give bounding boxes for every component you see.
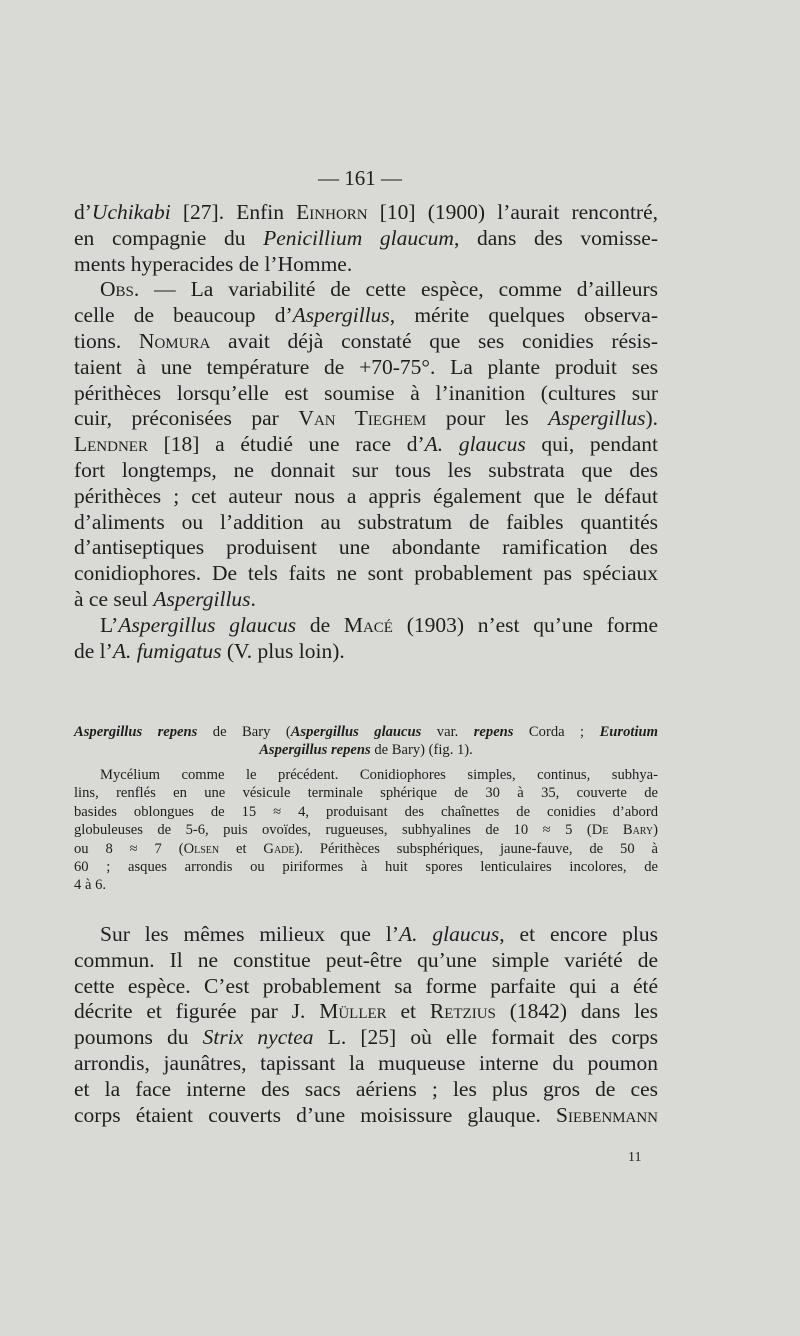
text-run: périthèces ; cet auteur nous a appris également que le défaut <box>74 483 658 508</box>
text-run: repens <box>473 724 514 740</box>
text-run: ou 8 ≈ 7 ( <box>74 840 184 857</box>
text-run: d’ <box>74 200 92 224</box>
text-line <box>74 226 658 252</box>
text-run: Nomura <box>138 328 211 353</box>
text-run: Müller <box>319 999 387 1024</box>
text-line <box>74 766 658 784</box>
text-line <box>74 200 658 226</box>
text-line <box>74 840 658 858</box>
text-run: [27]. Enfin <box>170 200 297 224</box>
text-run: Obs <box>100 277 134 302</box>
text-run: Aspergillus glaucus <box>290 724 422 740</box>
text-run: , mérite quelques observa- <box>389 303 658 328</box>
text-run: L’ <box>100 612 119 637</box>
text-run: poumons du <box>74 1025 203 1050</box>
text-line <box>74 1051 658 1077</box>
text-run: basides oblongues de 15 ≈ 4, produisant des chaînettes de conidies d’abord <box>74 803 658 820</box>
text-line <box>74 974 658 1000</box>
text-run: Aspergillus <box>292 303 390 328</box>
text-run: Aspergillus <box>153 586 251 611</box>
text-run: arrondis, jaunâtres, tapissant la muqueuse interne du poumon <box>74 1050 658 1075</box>
text-line <box>74 876 658 894</box>
text-run: d’aliments ou l’addition au substratum de faibles quantités <box>74 509 658 534</box>
text-run: Olsen <box>183 840 220 857</box>
text-line <box>74 1077 658 1103</box>
text-run: en compagnie du <box>74 225 264 250</box>
text-line <box>74 484 658 510</box>
text-run: Van Tieghem <box>298 406 427 431</box>
page-number: — 161 — <box>318 166 402 190</box>
text-run: Einhorn <box>296 200 368 224</box>
text-run: lins, renflés en une vésicule terminale sphérique de 30 à 35, couverte de <box>74 785 658 802</box>
text-run: (1842) dans les <box>495 999 658 1024</box>
text-line <box>74 723 658 741</box>
text-line <box>74 252 658 278</box>
text-run: Lendner <box>74 432 148 457</box>
text-run: [10] (1900) l’aurait rencontré, <box>367 200 658 224</box>
text-line <box>74 922 658 948</box>
text-line <box>74 639 658 665</box>
text-run: Strix nyctea <box>202 1025 314 1050</box>
text-run: pour les <box>426 406 549 431</box>
text-run: Gade <box>263 840 295 857</box>
text-line <box>74 355 658 381</box>
text-run: 4 à 6. <box>74 877 107 894</box>
text-run: ). <box>645 406 658 431</box>
text-line <box>74 303 658 329</box>
text-run: var. <box>421 724 474 740</box>
text-run: A. glaucus <box>424 432 526 457</box>
paragraph-block-2 <box>74 922 658 1128</box>
text-line <box>74 458 658 484</box>
text-run: Siebenmann <box>556 1102 658 1127</box>
text-line <box>74 1025 658 1051</box>
text-run: De Bary <box>591 822 654 839</box>
species-description <box>74 766 658 895</box>
text-run: commun. Il ne constitue peut-être qu’une simple variété de <box>74 947 658 972</box>
text-run: de <box>296 612 344 637</box>
text-run: avait déjà constaté que ses conidies résis- <box>210 328 658 353</box>
text-run: ). Périthèces subsphériques, jaune-fauve, de 50 à <box>294 840 658 857</box>
text-run: . <box>250 586 256 611</box>
text-run: (1903) n’est qu’une forme <box>392 612 659 637</box>
text-line <box>74 1103 658 1129</box>
text-run: (V. plus loin). <box>221 638 345 663</box>
text-run: cuir, préconisées par <box>74 406 299 431</box>
text-line <box>74 858 658 876</box>
text-line <box>74 803 658 821</box>
text-run: Corda ; <box>513 724 600 740</box>
text-run: de Bary ( <box>197 724 291 740</box>
text-run: et <box>386 999 430 1024</box>
text-run: taient à une température de +70-75°. La plante produit ses <box>74 354 658 379</box>
text-run: cette espèce. C’est probablement sa forme parfaite qui a été <box>74 973 658 998</box>
text-run: Eurotium <box>599 724 658 740</box>
text-run: Sur les mêmes milieux que l’ <box>100 922 399 946</box>
text-run: qui, pendant <box>525 432 658 457</box>
text-line <box>74 277 658 303</box>
text-run: , et encore plus <box>499 922 658 946</box>
text-line <box>74 821 658 839</box>
text-run: Mycélium comme le précédent. Conidiophores simples, continus, subhya- <box>100 767 658 783</box>
text-run: fort longtemps, ne donnait sur tous les substrata que des <box>74 457 658 482</box>
text-run: à ce seul <box>74 586 154 611</box>
text-run: Aspergillus glaucus <box>118 612 297 637</box>
text-run: de l’ <box>74 638 113 663</box>
text-run: 60 ; asques arrondis ou piriformes à huit spores lenticulaires incolores, de <box>74 858 658 875</box>
text-run: et la face interne des sacs aériens ; les plus gros de ces <box>74 1076 658 1101</box>
text-line <box>74 535 658 561</box>
text-line <box>74 948 658 974</box>
text-run: , dans des vomisse- <box>453 225 659 250</box>
text-run: A. glaucus <box>398 922 500 946</box>
text-run: périthèces lorsqu’elle est soumise à l’inanition (cultures sur <box>74 380 658 405</box>
text-line <box>74 329 658 355</box>
text-run: globuleuses de 5-6, puis ovoïdes, rugueuses, subhyalines de 10 ≈ 5 ( <box>74 822 592 839</box>
text-run: [18] a étudié une race d’ <box>147 432 425 457</box>
text-line <box>74 784 658 802</box>
text-run: L. [25] où elle formait des corps <box>313 1025 658 1050</box>
text-run: de Bary) (fig. 1). <box>370 742 473 759</box>
text-run: corps étaient couverts d’une moisissure glauque. <box>74 1102 557 1127</box>
text-line <box>74 381 658 407</box>
text-run: Aspergillus <box>548 406 646 431</box>
text-run: Aspergillus repens <box>74 724 198 740</box>
text-line <box>74 406 658 432</box>
text-line <box>74 587 658 613</box>
text-run: Penicillium glaucum <box>263 225 454 250</box>
text-run: celle de beaucoup d’ <box>74 303 293 328</box>
text-run: Retzius <box>429 999 496 1024</box>
text-line <box>74 510 658 536</box>
text-run: . — La variabilité de cette espèce, comme d’ailleurs <box>133 277 658 302</box>
species-heading <box>74 723 658 760</box>
text-run: décrite et figurée par J. <box>74 999 320 1024</box>
text-line <box>74 561 658 587</box>
text-line <box>74 999 658 1025</box>
text-line <box>74 432 658 458</box>
text-run: tions. <box>74 328 139 353</box>
paragraph-block-1 <box>74 200 658 664</box>
text-run: ments hyperacides de l’Homme. <box>74 251 353 276</box>
text-line <box>74 613 658 639</box>
text-run: A. fumigatus <box>112 638 222 663</box>
text-run: Macé <box>343 612 393 637</box>
text-run: Uchikabi <box>91 200 171 224</box>
text-run: ) <box>653 822 659 839</box>
text-run: et <box>219 840 264 857</box>
text-run: d’antiseptiques produisent une abondante ramification des <box>74 535 658 560</box>
signature-mark: 11 <box>628 1150 642 1165</box>
text-run: conidiophores. De tels faits ne sont probablement pas spéciaux <box>74 561 658 586</box>
text-line <box>74 741 658 759</box>
text-run: Aspergillus repens <box>259 742 371 759</box>
